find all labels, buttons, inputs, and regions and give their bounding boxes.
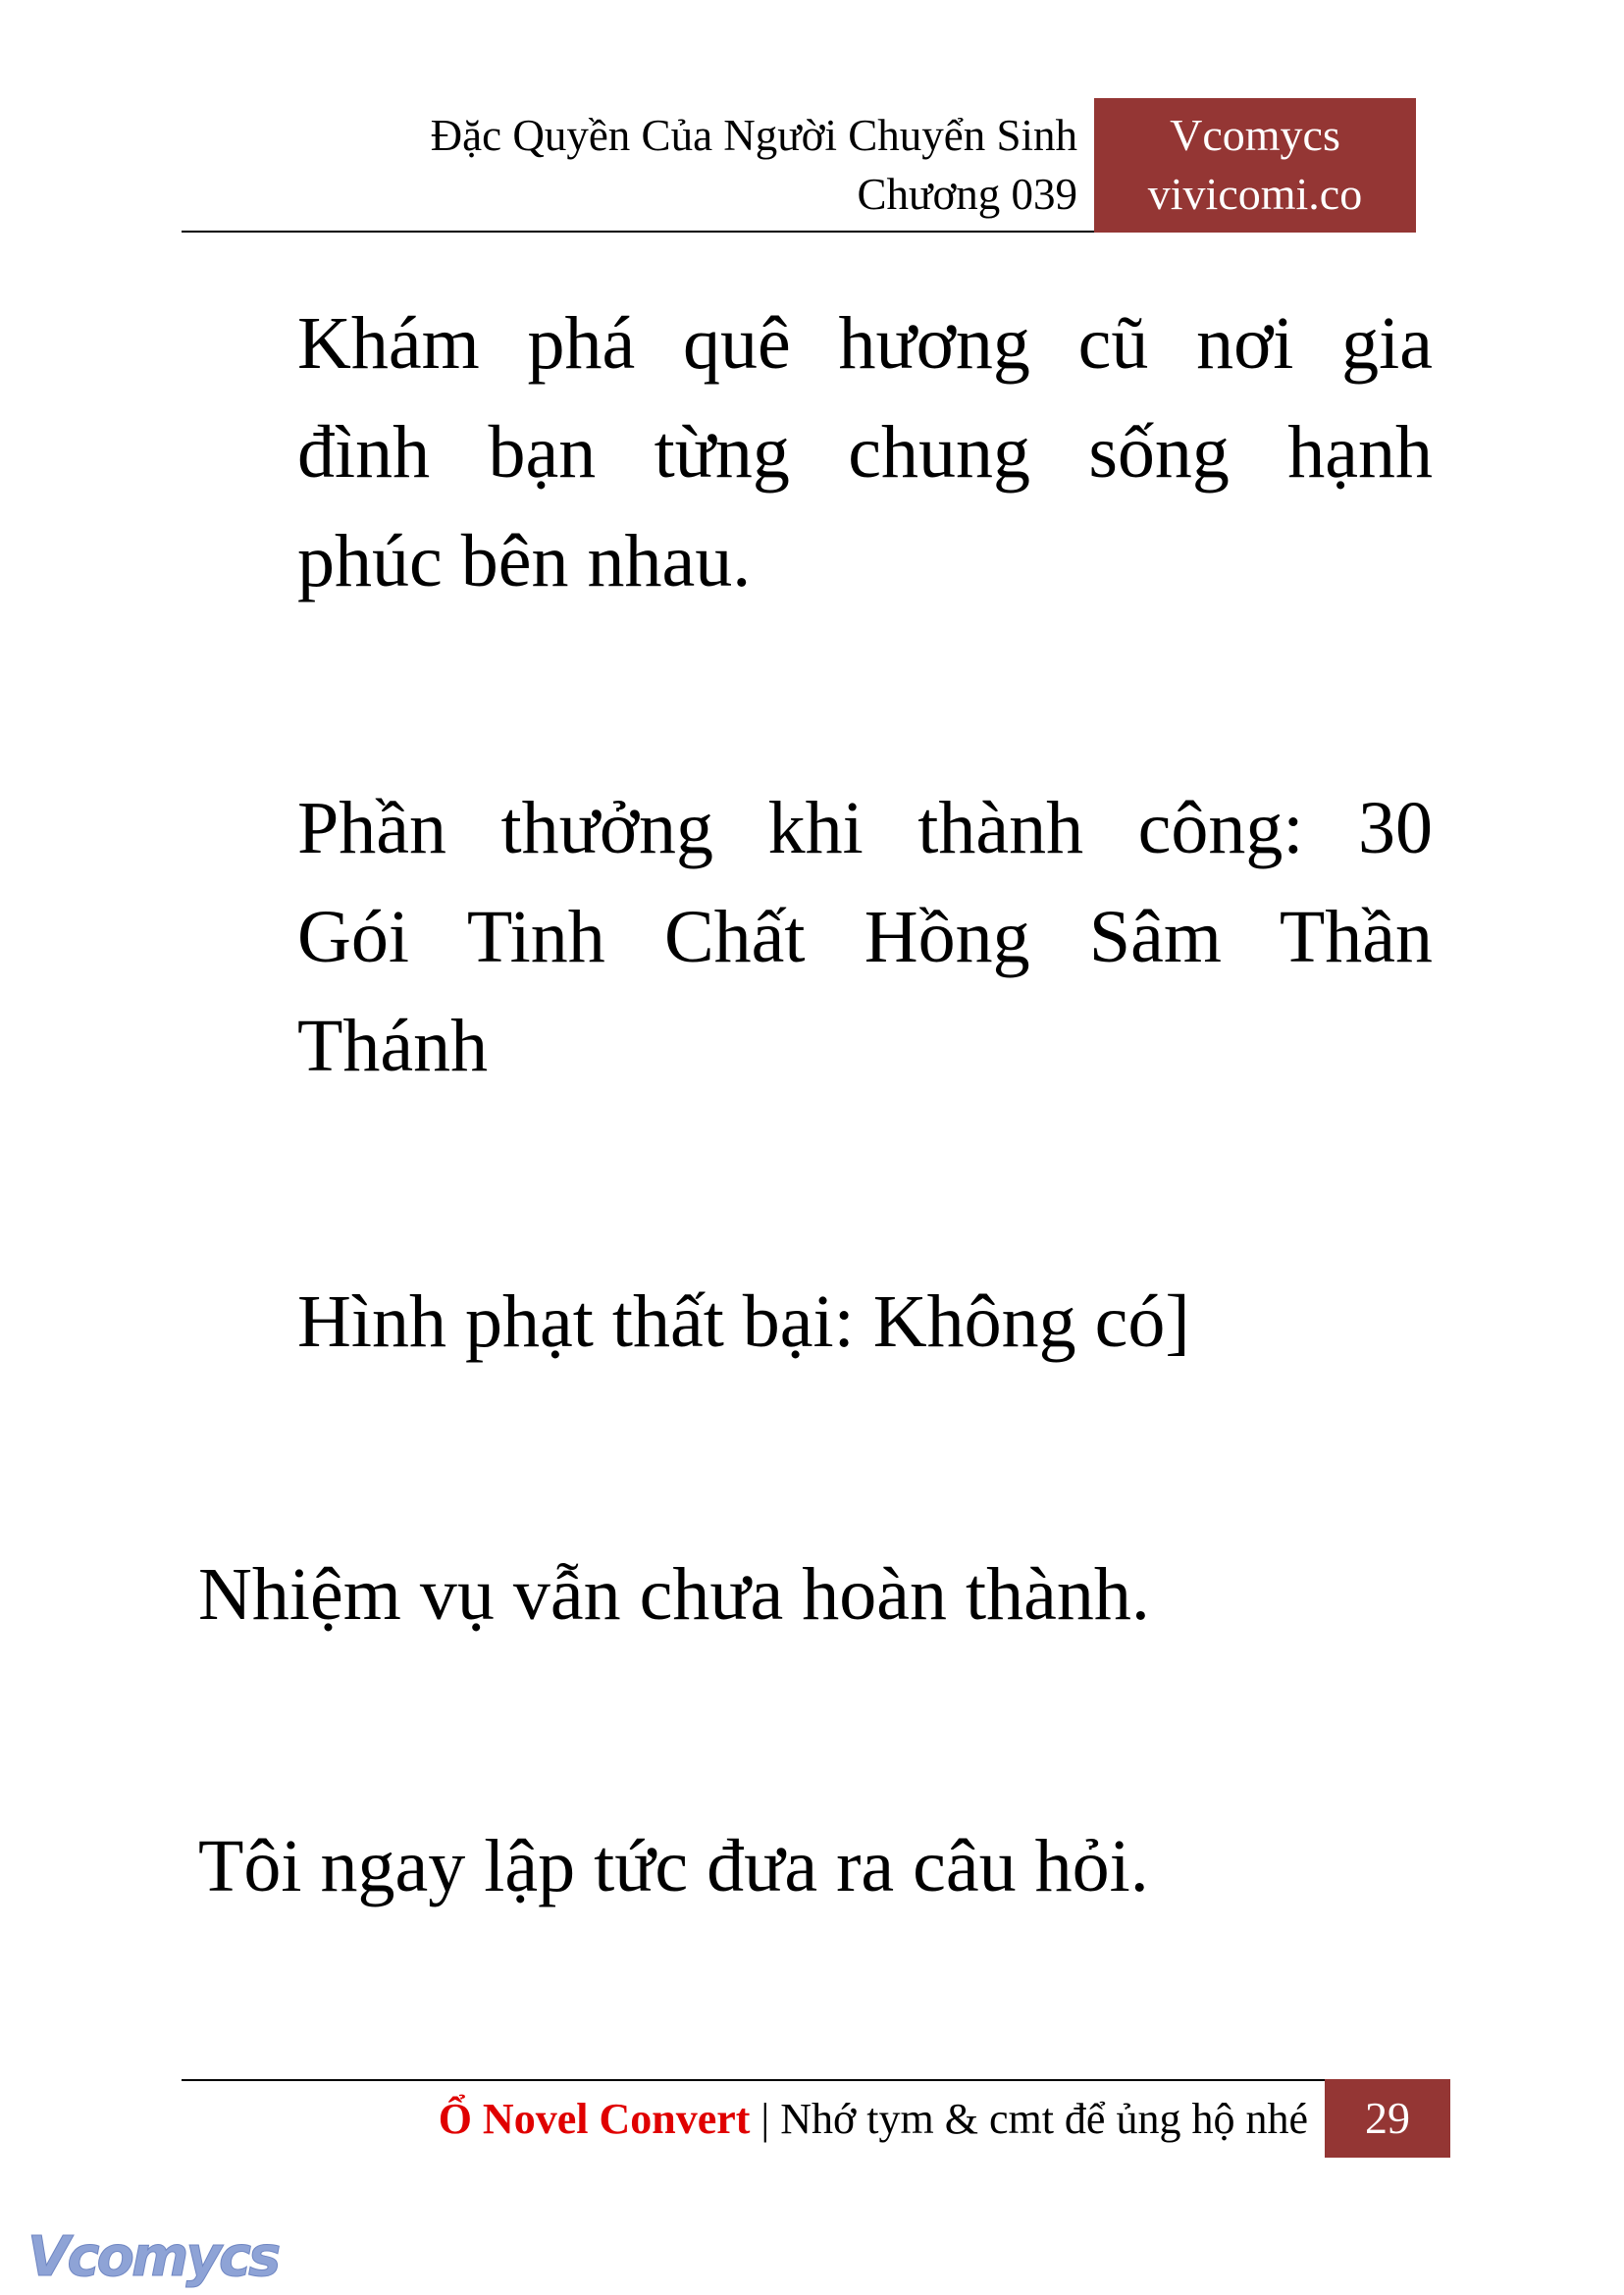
book-title: Đặc Quyền Của Người Chuyển Sinh [430,111,1077,160]
text-line: Hình phạt thất bại: Không có] [297,1280,1190,1363]
header-rule [182,231,1094,233]
footer-message: Nhớ tym & cmt để ủng hộ nhé [780,2095,1308,2143]
site-name: Vcomycs [1170,110,1340,160]
text-line: Phần thưởng khi thành công: 30 [297,787,1433,869]
paragraph-quest-description [297,289,1433,616]
footer-brand: Ổ Novel Convert [438,2095,751,2143]
footer-text [439,2090,1308,2149]
header-title [431,106,1077,224]
paragraph-penalty [297,1268,1433,1377]
paragraph-mission-incomplete: Nhiệm vụ vẫn chưa hoàn thành. [198,1553,1150,1636]
header-site-box [1094,98,1416,233]
site-url: vivicomi.co [1147,169,1363,219]
text-line: Khám phá quê hương cũ nơi gia [297,302,1433,385]
vcomycs-logo: Vcomycs [27,2225,279,2289]
footer-separator: | [760,2095,770,2143]
text-line: Thánh [297,1005,489,1087]
text-line: Gói Tinh Chất Hồng Sâm Thần [297,896,1433,978]
text-line: đình bạn từng chung sống hạnh [297,411,1433,494]
chapter-label: Chương 039 [857,170,1077,219]
paragraph-reward [297,774,1433,1101]
paragraph-question: Tôi ngay lập tức đưa ra câu hỏi. [198,1825,1149,1907]
text-line: phúc bên nhau. [297,520,752,602]
page-number: 29 [1325,2079,1450,2158]
footer-rule [182,2079,1325,2081]
